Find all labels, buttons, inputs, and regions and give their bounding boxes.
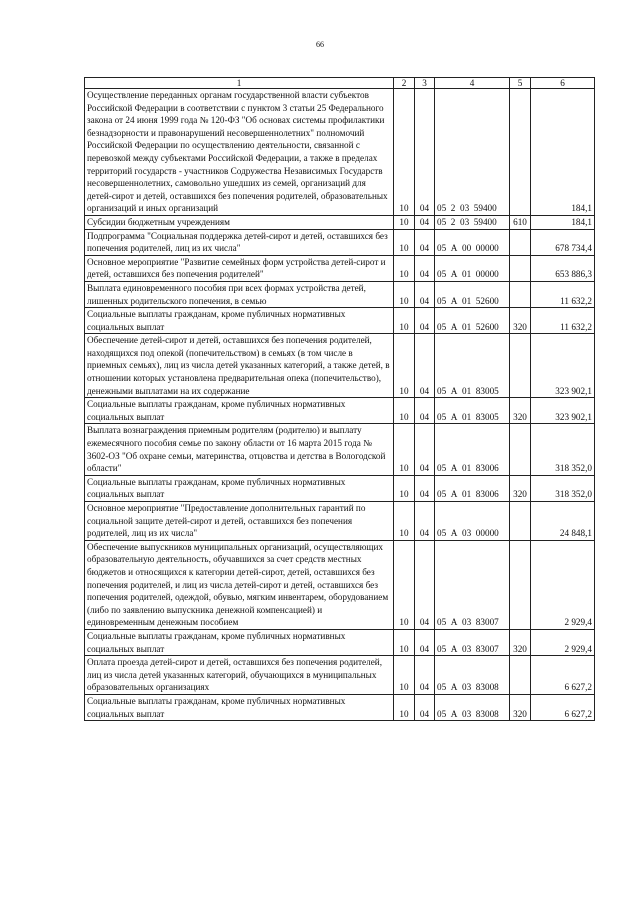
target-article-code: 05 А 03 83008 xyxy=(435,656,510,695)
column-header: 3 xyxy=(415,78,435,89)
column-header: 2 xyxy=(394,78,415,89)
target-article-code: 05 А 01 83006 xyxy=(435,475,510,501)
amount: 184,1 xyxy=(531,215,595,229)
subsection-code: 04 xyxy=(415,398,435,424)
item-description: Социальные выплаты гражданам, кроме публичных нормативных социальных выплат xyxy=(85,694,394,720)
subsection-code: 04 xyxy=(415,475,435,501)
section-code: 10 xyxy=(394,281,415,307)
column-header: 6 xyxy=(531,78,595,89)
item-description: Основное мероприятие "Предоставление дополнительных гарантий по социальной защите детей-сирот и детей, оставшихся без попечения родителей, лиц из их числа" xyxy=(85,502,394,541)
amount: 6 627,2 xyxy=(531,656,595,695)
subsection-code: 04 xyxy=(415,540,435,629)
section-code: 10 xyxy=(394,475,415,501)
expense-type-code xyxy=(510,89,531,216)
table-row xyxy=(85,229,595,255)
expense-type-code: 320 xyxy=(510,629,531,655)
expense-type-code: 320 xyxy=(510,308,531,334)
table-row xyxy=(85,281,595,307)
section-code: 10 xyxy=(394,629,415,655)
table-row xyxy=(85,334,595,398)
subsection-code: 04 xyxy=(415,255,435,281)
table-row xyxy=(85,215,595,229)
target-article-code: 05 А 01 52600 xyxy=(435,281,510,307)
table-row xyxy=(85,398,595,424)
expense-type-code: 320 xyxy=(510,475,531,501)
amount: 184,1 xyxy=(531,89,595,216)
subsection-code: 04 xyxy=(415,89,435,216)
section-code: 10 xyxy=(394,255,415,281)
item-description: Подпрограмма "Социальная поддержка детей-сирот и детей, оставшихся без попечения родителей, лиц из их числа" xyxy=(85,229,394,255)
target-article-code: 05 2 03 59400 xyxy=(435,215,510,229)
subsection-code: 04 xyxy=(415,281,435,307)
amount: 678 734,4 xyxy=(531,229,595,255)
section-code: 10 xyxy=(394,308,415,334)
expense-type-code xyxy=(510,424,531,475)
expense-type-code: 610 xyxy=(510,215,531,229)
item-description: Основное мероприятие "Развитие семейных форм устройства детей-сирот и детей, оставшихся без попечения родителей" xyxy=(85,255,394,281)
amount: 11 632,2 xyxy=(531,308,595,334)
target-article-code: 05 А 01 83005 xyxy=(435,398,510,424)
target-article-code: 05 А 01 52600 xyxy=(435,308,510,334)
expense-type-code: 320 xyxy=(510,398,531,424)
expense-type-code xyxy=(510,502,531,541)
section-code: 10 xyxy=(394,215,415,229)
section-code: 10 xyxy=(394,424,415,475)
expense-type-code: 320 xyxy=(510,694,531,720)
table-row xyxy=(85,308,595,334)
section-code: 10 xyxy=(394,502,415,541)
item-description: Выплата вознаграждения приемным родителям (родителю) и выплату ежемесячного пособия семье по закону области от 16 марта 2015 года № 3602-ОЗ "Об охране семьи, материнства, отцовства и детства в Вологодской области" xyxy=(85,424,394,475)
target-article-code: 05 2 03 59400 xyxy=(435,89,510,216)
table-row xyxy=(85,424,595,475)
table-row xyxy=(85,502,595,541)
table-row xyxy=(85,656,595,695)
amount: 323 902,1 xyxy=(531,398,595,424)
item-description: Обеспечение детей-сирот и детей, оставшихся без попечения родителей, находящихся под опекой (попечительством) в семьях (в том числе в приемных семьях), лиц из числа детей указанных категорий, а также детей, в отношении которых установлена предварительная опека (попечительство), денежными выплатами на их содержание xyxy=(85,334,394,398)
item-description: Социальные выплаты гражданам, кроме публичных нормативных социальных выплат xyxy=(85,308,394,334)
expense-type-code xyxy=(510,656,531,695)
amount: 318 352,0 xyxy=(531,475,595,501)
subsection-code: 04 xyxy=(415,308,435,334)
target-article-code: 05 А 03 83007 xyxy=(435,540,510,629)
item-description: Выплата единовременного пособия при всех формах устройства детей, лишенных родительского попечения, в семью xyxy=(85,281,394,307)
section-code: 10 xyxy=(394,694,415,720)
target-article-code: 05 А 01 83005 xyxy=(435,334,510,398)
expense-type-code xyxy=(510,540,531,629)
subsection-code: 04 xyxy=(415,424,435,475)
item-description: Осуществление переданных органам государственной власти субъектов Российской Федерации в соответствии с пунктом 3 статьи 25 Федерального закона от 24 июня 1999 года № 120-ФЗ "Об основах системы профилактики безнадзорности и правонарушений несовершеннолетних" полномочий Российской Федерации по осуществлению деятельности, связанной с перевозкой между субъектами Российской Федерации, а также в пределах территорий государств - участников Содружества Независимых Государств несовершеннолетних, самовольно ушедших из семей, организаций для детей-сирот и детей, оставшихся без попечения родителей, образовательных организаций и иных организаций xyxy=(85,89,394,216)
section-code: 10 xyxy=(394,656,415,695)
item-description: Социальные выплаты гражданам, кроме публичных нормативных социальных выплат xyxy=(85,398,394,424)
item-description: Обеспечение выпускников муниципальных организаций, осуществляющих образовательную деятельность, обучавшихся за счет средств местных бюджетов и относящихся к категории детей-сирот, детей, оставшихся без попечения родителей, и лиц из числа детей-сирот и детей, оставшихся без попечения родителей, одеждой, обувью, мягким инвентарем, оборудованием (либо по заявлению выпускника денежной компенсацией) и единовременным денежным пособием xyxy=(85,540,394,629)
table-row xyxy=(85,629,595,655)
item-description: Субсидии бюджетным учреждениям xyxy=(85,215,394,229)
page-number: 66 xyxy=(316,40,324,49)
target-article-code: 05 А 00 00000 xyxy=(435,229,510,255)
target-article-code: 05 А 01 83006 xyxy=(435,424,510,475)
amount: 318 352,0 xyxy=(531,424,595,475)
expense-type-code xyxy=(510,281,531,307)
section-code: 10 xyxy=(394,334,415,398)
amount: 323 902,1 xyxy=(531,334,595,398)
target-article-code: 05 А 03 00000 xyxy=(435,502,510,541)
item-description: Оплата проезда детей-сирот и детей, оставшихся без попечения родителей, лиц из числа детей указанных категорий, обучающихся в муниципальных образовательных организациях xyxy=(85,656,394,695)
amount: 2 929,4 xyxy=(531,540,595,629)
amount: 2 929,4 xyxy=(531,629,595,655)
budget-table xyxy=(84,77,595,721)
subsection-code: 04 xyxy=(415,229,435,255)
table-row xyxy=(85,694,595,720)
expense-type-code xyxy=(510,255,531,281)
table-row xyxy=(85,255,595,281)
subsection-code: 04 xyxy=(415,694,435,720)
target-article-code: 05 А 03 83008 xyxy=(435,694,510,720)
expense-type-code xyxy=(510,334,531,398)
table-row xyxy=(85,540,595,629)
amount: 653 886,3 xyxy=(531,255,595,281)
amount: 6 627,2 xyxy=(531,694,595,720)
amount: 11 632,2 xyxy=(531,281,595,307)
item-description: Социальные выплаты гражданам, кроме публичных нормативных социальных выплат xyxy=(85,629,394,655)
table-row xyxy=(85,89,595,216)
expense-type-code xyxy=(510,229,531,255)
column-header: 1 xyxy=(85,78,394,89)
subsection-code: 04 xyxy=(415,502,435,541)
subsection-code: 04 xyxy=(415,656,435,695)
subsection-code: 04 xyxy=(415,334,435,398)
section-code: 10 xyxy=(394,229,415,255)
section-code: 10 xyxy=(394,89,415,216)
table-header-row xyxy=(85,78,595,89)
column-header: 4 xyxy=(435,78,510,89)
table-row xyxy=(85,475,595,501)
amount: 24 848,1 xyxy=(531,502,595,541)
subsection-code: 04 xyxy=(415,215,435,229)
column-header: 5 xyxy=(510,78,531,89)
target-article-code: 05 А 03 83007 xyxy=(435,629,510,655)
section-code: 10 xyxy=(394,398,415,424)
item-description: Социальные выплаты гражданам, кроме публичных нормативных социальных выплат xyxy=(85,475,394,501)
subsection-code: 04 xyxy=(415,629,435,655)
section-code: 10 xyxy=(394,540,415,629)
target-article-code: 05 А 01 00000 xyxy=(435,255,510,281)
